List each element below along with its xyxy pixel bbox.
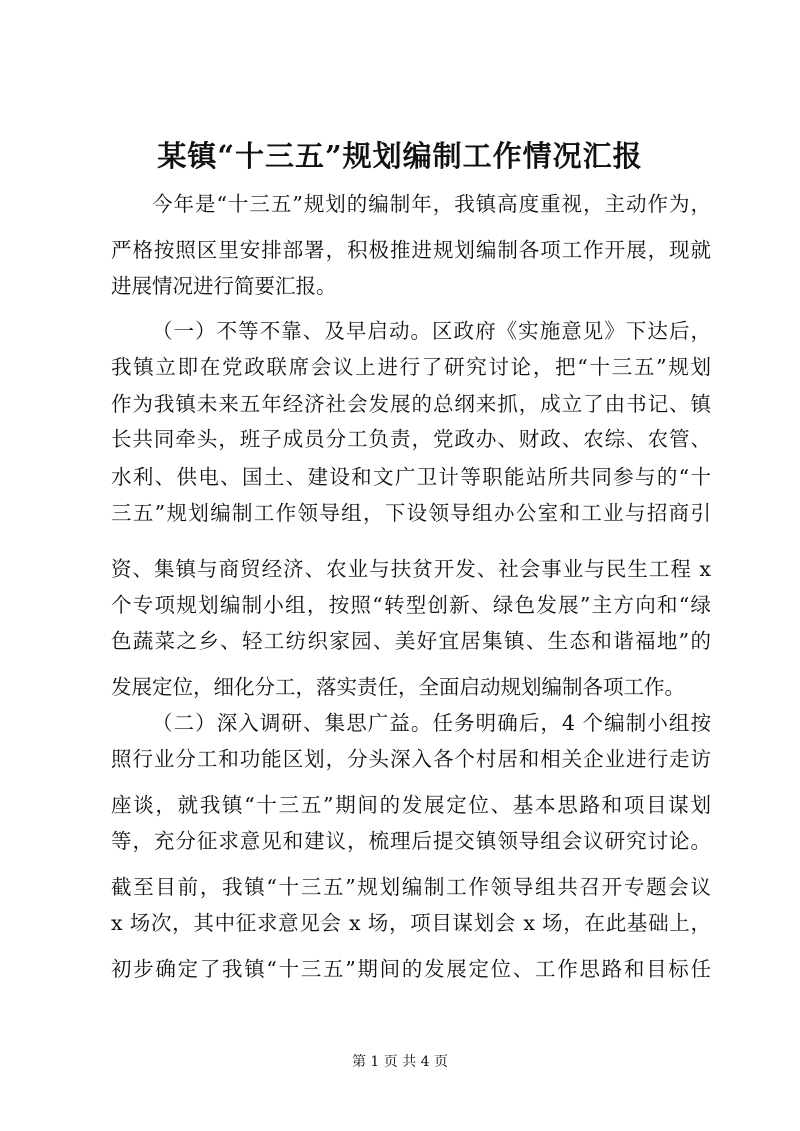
page-number-footer: 第 1 页 共 4 页 (351, 1054, 449, 1070)
body-line: 色蔬菜之乡、轻工纺织家园、美好宜居集镇、生态和谐福地”的 (111, 629, 711, 653)
body-line: 长共同牵头，班子成员分工负责，党政办、财政、农综、农管、 (111, 427, 711, 451)
body-line: 个专项规划编制小组，按照“转型创新、绿色发展”主方向和“绿 (111, 593, 711, 617)
body-line: 初步确定了我镇“十三五”期间的发展定位、工作思路和目标任 (111, 957, 711, 981)
body-line: 发展定位，细化分工，落实责任，全面启动规划编制各项工作。 (111, 675, 685, 699)
body-line: 等，充分征求意见和建议，梳理后提交镇领导组会议研究讨论。 (111, 829, 711, 853)
body-line: 作为我镇未来五年经济社会发展的总纲来抓，成立了由书记、镇 (111, 392, 711, 416)
section-heading-line: （二）深入调研、集思广益。任务明确后，4 个编制小组按 (152, 711, 711, 735)
body-line: 座谈，就我镇“十三五”期间的发展定位、基本思路和项目谋划 (111, 793, 711, 817)
section-heading-line: （一）不等不靠、及早启动。区政府《实施意见》下达后， (152, 319, 711, 343)
body-line: 三五”规划编制工作领导组，下设领导组办公室和工业与招商引 (111, 501, 711, 525)
body-line: 照行业分工和功能区划，分头深入各个村居和相关企业进行走访 (111, 747, 711, 771)
body-line: 今年是“十三五”规划的编制年，我镇高度重视，主动作为， (152, 192, 711, 216)
body-line: 进展情况进行简要汇报。 (111, 274, 337, 298)
body-line: 我镇立即在党政联席会议上进行了研究讨论，把“十三五”规划 (111, 355, 711, 379)
body-line: 截至目前，我镇“十三五”规划编制工作领导组共召开专题会议 (111, 875, 711, 899)
document-title: 某镇“十三五”规划编制工作情况汇报 (157, 139, 643, 173)
body-line: 水利、供电、国土、建设和文广卫计等职能站所共同参与的“十 (111, 465, 711, 489)
body-line: x 场次，其中征求意见会 x 场，项目谋划会 x 场，在此基础上， (111, 911, 711, 935)
body-line: 严格按照区里安排部署，积极推进规划编制各项工作开展，现就 (111, 238, 711, 262)
body-line: 资、集镇与商贸经济、农业与扶贫开发、社会事业与民生工程 x (111, 557, 711, 581)
